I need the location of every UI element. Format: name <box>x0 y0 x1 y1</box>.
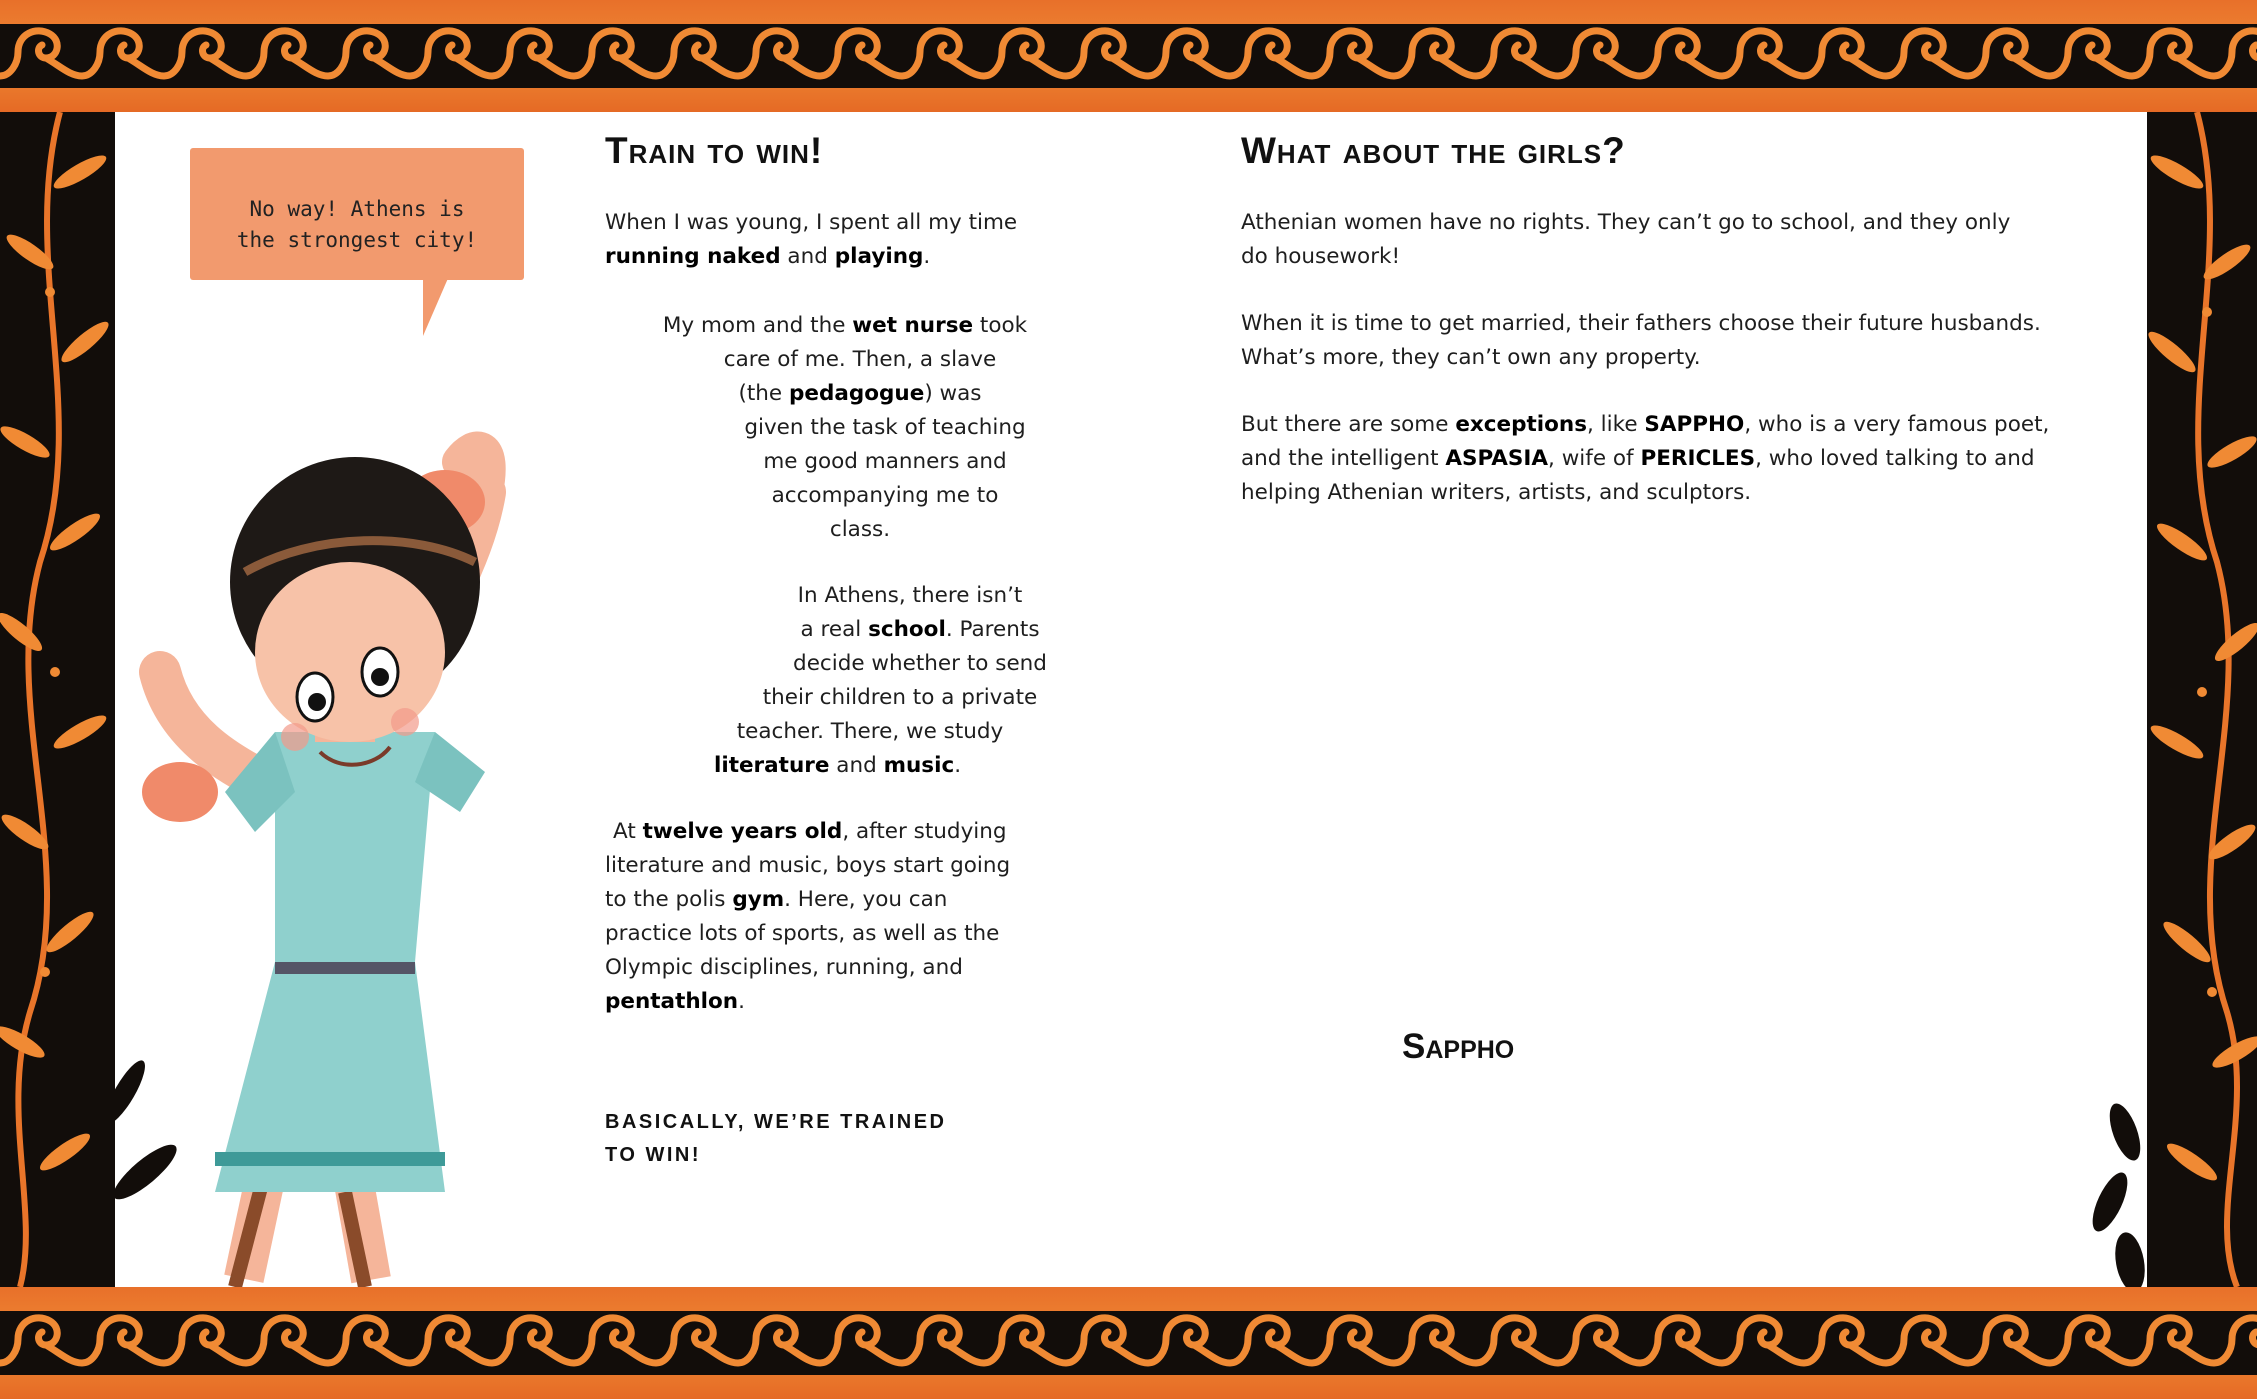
bottom-greek-border <box>0 1287 2257 1399</box>
speech-bubble-tail <box>423 276 451 336</box>
speech-bubble <box>190 148 524 280</box>
page-content <box>115 112 2147 1287</box>
wave-pattern-bottom <box>0 1301 2257 1385</box>
left-paragraph-2: My mom and the wet nurse took care of me. Then, a slave (the pedagogue) was given the task of teaching me good manners and accompanying me to class. <box>662 313 1028 542</box>
sappho-label: Sappho <box>1402 1027 1515 1066</box>
left-paragraph-4: At twelve years old, after studying literature and music, boys start going to the polis gym. Here, you can practice lots of sports, as well as the Olympic disciplines, running, and pentathlon. <box>605 819 1011 1014</box>
right-paragraph-2: When it is time to get married, their fathers choose their future husbands. What’s more, they can’t own any property. <box>1241 311 2041 370</box>
right-paragraph-1: Athenian women have no rights. They can’t go to school, and they only do housework! <box>1241 210 2011 269</box>
left-paragraph-1: When I was young, I spent all my time running naked and playing. <box>605 210 1018 269</box>
left-vine-border <box>0 112 115 1287</box>
leaf-silhouette-icon <box>2065 1102 2147 1287</box>
bubble-line-2: the strongest city! <box>236 228 478 252</box>
right-heading: What about the girls? <box>1241 130 1626 171</box>
right-vine-border <box>2147 112 2257 1287</box>
right-paragraph-3: But there are some exceptions, like SAPPHO, who is a very famous poet, and the intelligent ASPASIA, wife of PERICLES, who loved talking to and helping Athenian writers, artists, and sculptors. <box>1241 412 2050 505</box>
laurel-vine-right-icon <box>2147 112 2257 1287</box>
top-greek-border <box>0 0 2257 112</box>
greek-boy-illustration <box>115 112 675 1287</box>
laurel-vine-left-icon <box>0 112 115 1287</box>
left-heading: Train to win! <box>605 130 824 171</box>
left-caption: BASICALLY, WE’RE TRAINED TO WIN! <box>605 1111 947 1166</box>
bubble-line-1: No way! Athens is <box>249 197 465 221</box>
wave-pattern-top <box>0 14 2257 98</box>
left-paragraph-3: In Athens, there isn’t a real school. Parents decide whether to send their children to a private teacher. There, we study literature and music. <box>713 583 1047 778</box>
